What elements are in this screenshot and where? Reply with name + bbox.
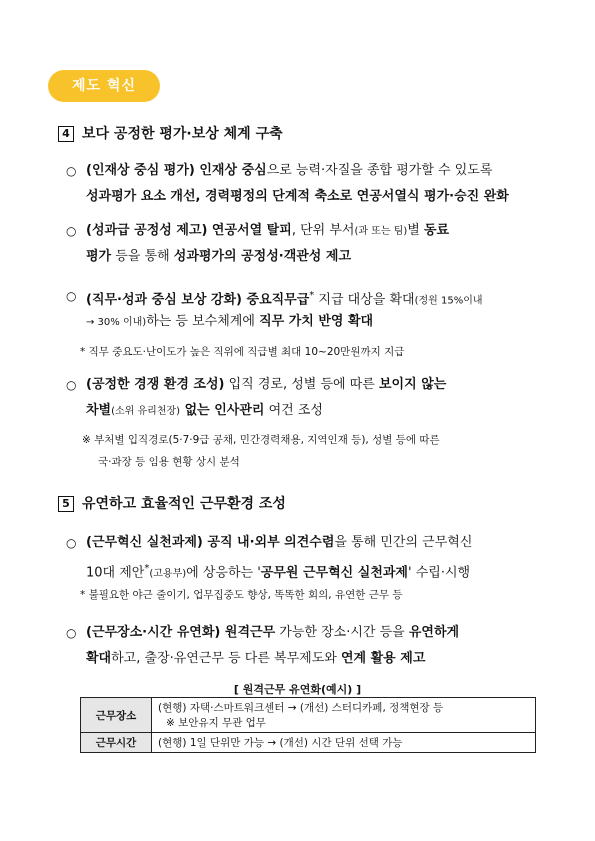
- item-2-text: , 단위 부서: [291, 223, 355, 238]
- table-row: [81, 733, 536, 753]
- item-3-note: * 직무 중요도·난이도가 높은 직위에 직급별 최대 10~20만원까지 지급: [80, 346, 405, 358]
- item-5-key: (근무혁신 실천과제) 공직 내·외부 의견수렴: [86, 535, 335, 550]
- table-cell-line: (현행) 자택·스마트워크센터 → (개선) 스터디카페, 정책현장 등: [158, 702, 444, 714]
- heading-5-text: 유연하고 효율적인 근무환경 조성: [82, 496, 286, 512]
- item-4-line2-c: 없는 인사관리: [180, 403, 265, 418]
- table-cell-note: ※ 보안유지 무관 업무: [166, 717, 266, 729]
- bullet-circle: ○: [66, 626, 77, 640]
- table-row-header: 근무시간: [81, 733, 152, 753]
- bullet-circle: ○: [66, 378, 77, 392]
- table-row-header: 근무장소: [81, 698, 152, 733]
- item-1-key: (인재상 중심 평가) 인재상 중심: [86, 163, 267, 178]
- item-4-line2-a: 차별: [86, 403, 112, 418]
- table-cell: [152, 698, 536, 733]
- item-2-line2-b: 등을 통해: [111, 249, 174, 264]
- table-caption: [ 원격근무 유연화(예시) ]: [233, 683, 362, 696]
- item-5-sup: *: [144, 563, 150, 574]
- item-5-line2-c: 에 상응하는 ': [186, 565, 261, 581]
- bullet-circle: ○: [66, 164, 77, 178]
- item-3-line2-c: 직무 가치 반영 확대: [259, 314, 374, 329]
- heading-4: [58, 123, 283, 143]
- item-4-line2-d: 여건 조성: [264, 403, 323, 418]
- item-5-line2-e: ' 수립·시행: [408, 565, 471, 581]
- item-4-key: (공정한 경쟁 환경 조성): [86, 377, 225, 392]
- item-2-peer: 동료: [423, 223, 450, 238]
- item-6-key: (근무장소·시간 유연화) 원격근무: [86, 625, 276, 640]
- heading-4-text: 보다 공정한 평가·보상 체계 구축: [82, 126, 283, 142]
- item-3-key: (직무·성과 중심 보상 강화) 중요직무급: [86, 292, 310, 308]
- item-6-line2-b: 하고, 출장·유연근무 등 다른 복무제도와: [111, 651, 341, 666]
- item-4-note-2: 국·과장 등 임용 현황 상시 분석: [98, 456, 240, 468]
- heading-5-number: 5: [58, 496, 74, 512]
- item-3-sup: *: [309, 290, 315, 301]
- item-1-text: 으로 능력·자질을 종합 평가할 수 있도록: [266, 163, 493, 178]
- item-4-text: 입직 경로, 성별 등에 따른: [224, 377, 379, 392]
- item-3-line2-b: 하는 등 보수체계에: [146, 314, 260, 329]
- item-6-flexible: 유연하게: [408, 625, 460, 640]
- item-5-note: * 불필요한 야근 줄이기, 업무집중도 향상, 똑똑한 회의, 유연한 근무 등: [80, 589, 403, 601]
- item-2-line2-a: 평가: [86, 249, 112, 264]
- item-6-line2-c: 연계 활용 제고: [340, 651, 426, 666]
- item-5-line2-d: 공무원 근무혁신 실천과제: [260, 565, 408, 581]
- item-2-paren: (과 또는 팀): [354, 226, 408, 237]
- item-3-text: 지급 대상을 확대: [314, 292, 415, 308]
- section-tag: 제도 혁신: [48, 70, 160, 102]
- item-4-invisible: 보이지 않는: [379, 377, 447, 392]
- item-4-note-1: ※ 부처별 입직경로(5·7·9급 공채, 민간경력채용, 지역인재 등), 성별 등에 따른: [82, 434, 440, 446]
- table-cell: (현행) 1일 단위만 가능 → (개선) 시간 단위 선택 가능: [152, 733, 536, 753]
- heading-5: [58, 493, 286, 513]
- heading-4-number: 4: [58, 126, 74, 142]
- item-2-key: (성과급 공정성 제고) 연공서열 탈피: [86, 223, 292, 238]
- item-2-line2-c: 성과평가의 공정성·객관성 제고: [173, 249, 352, 264]
- item-3-line2-a: → 30% 이내): [86, 317, 147, 328]
- table-row: [81, 698, 536, 733]
- bullet-circle: ○: [66, 224, 77, 238]
- item-5-text: 을 통해 민간의 근무혁신: [334, 535, 473, 550]
- item-6-text: 가능한 장소·시간 등을: [275, 625, 409, 640]
- item-3-paren: (정원 15%이내: [414, 295, 483, 307]
- item-5-line2-a: 10대 제안: [86, 565, 145, 581]
- item-4-line2-b: (소위 유리천장): [111, 406, 181, 417]
- item-2-text2: 별: [407, 223, 424, 238]
- bullet-circle: ○: [66, 536, 77, 550]
- item-6-line2-a: 확대: [86, 651, 112, 666]
- remote-work-table: [80, 697, 536, 753]
- item-1-line2: 성과평가 요소 개선, 경력평정의 단계적 축소로 연공서열식 평가·승진 완화: [86, 189, 509, 204]
- bullet-circle: ○: [66, 289, 77, 303]
- item-5-line2-b: (고용부): [149, 568, 187, 580]
